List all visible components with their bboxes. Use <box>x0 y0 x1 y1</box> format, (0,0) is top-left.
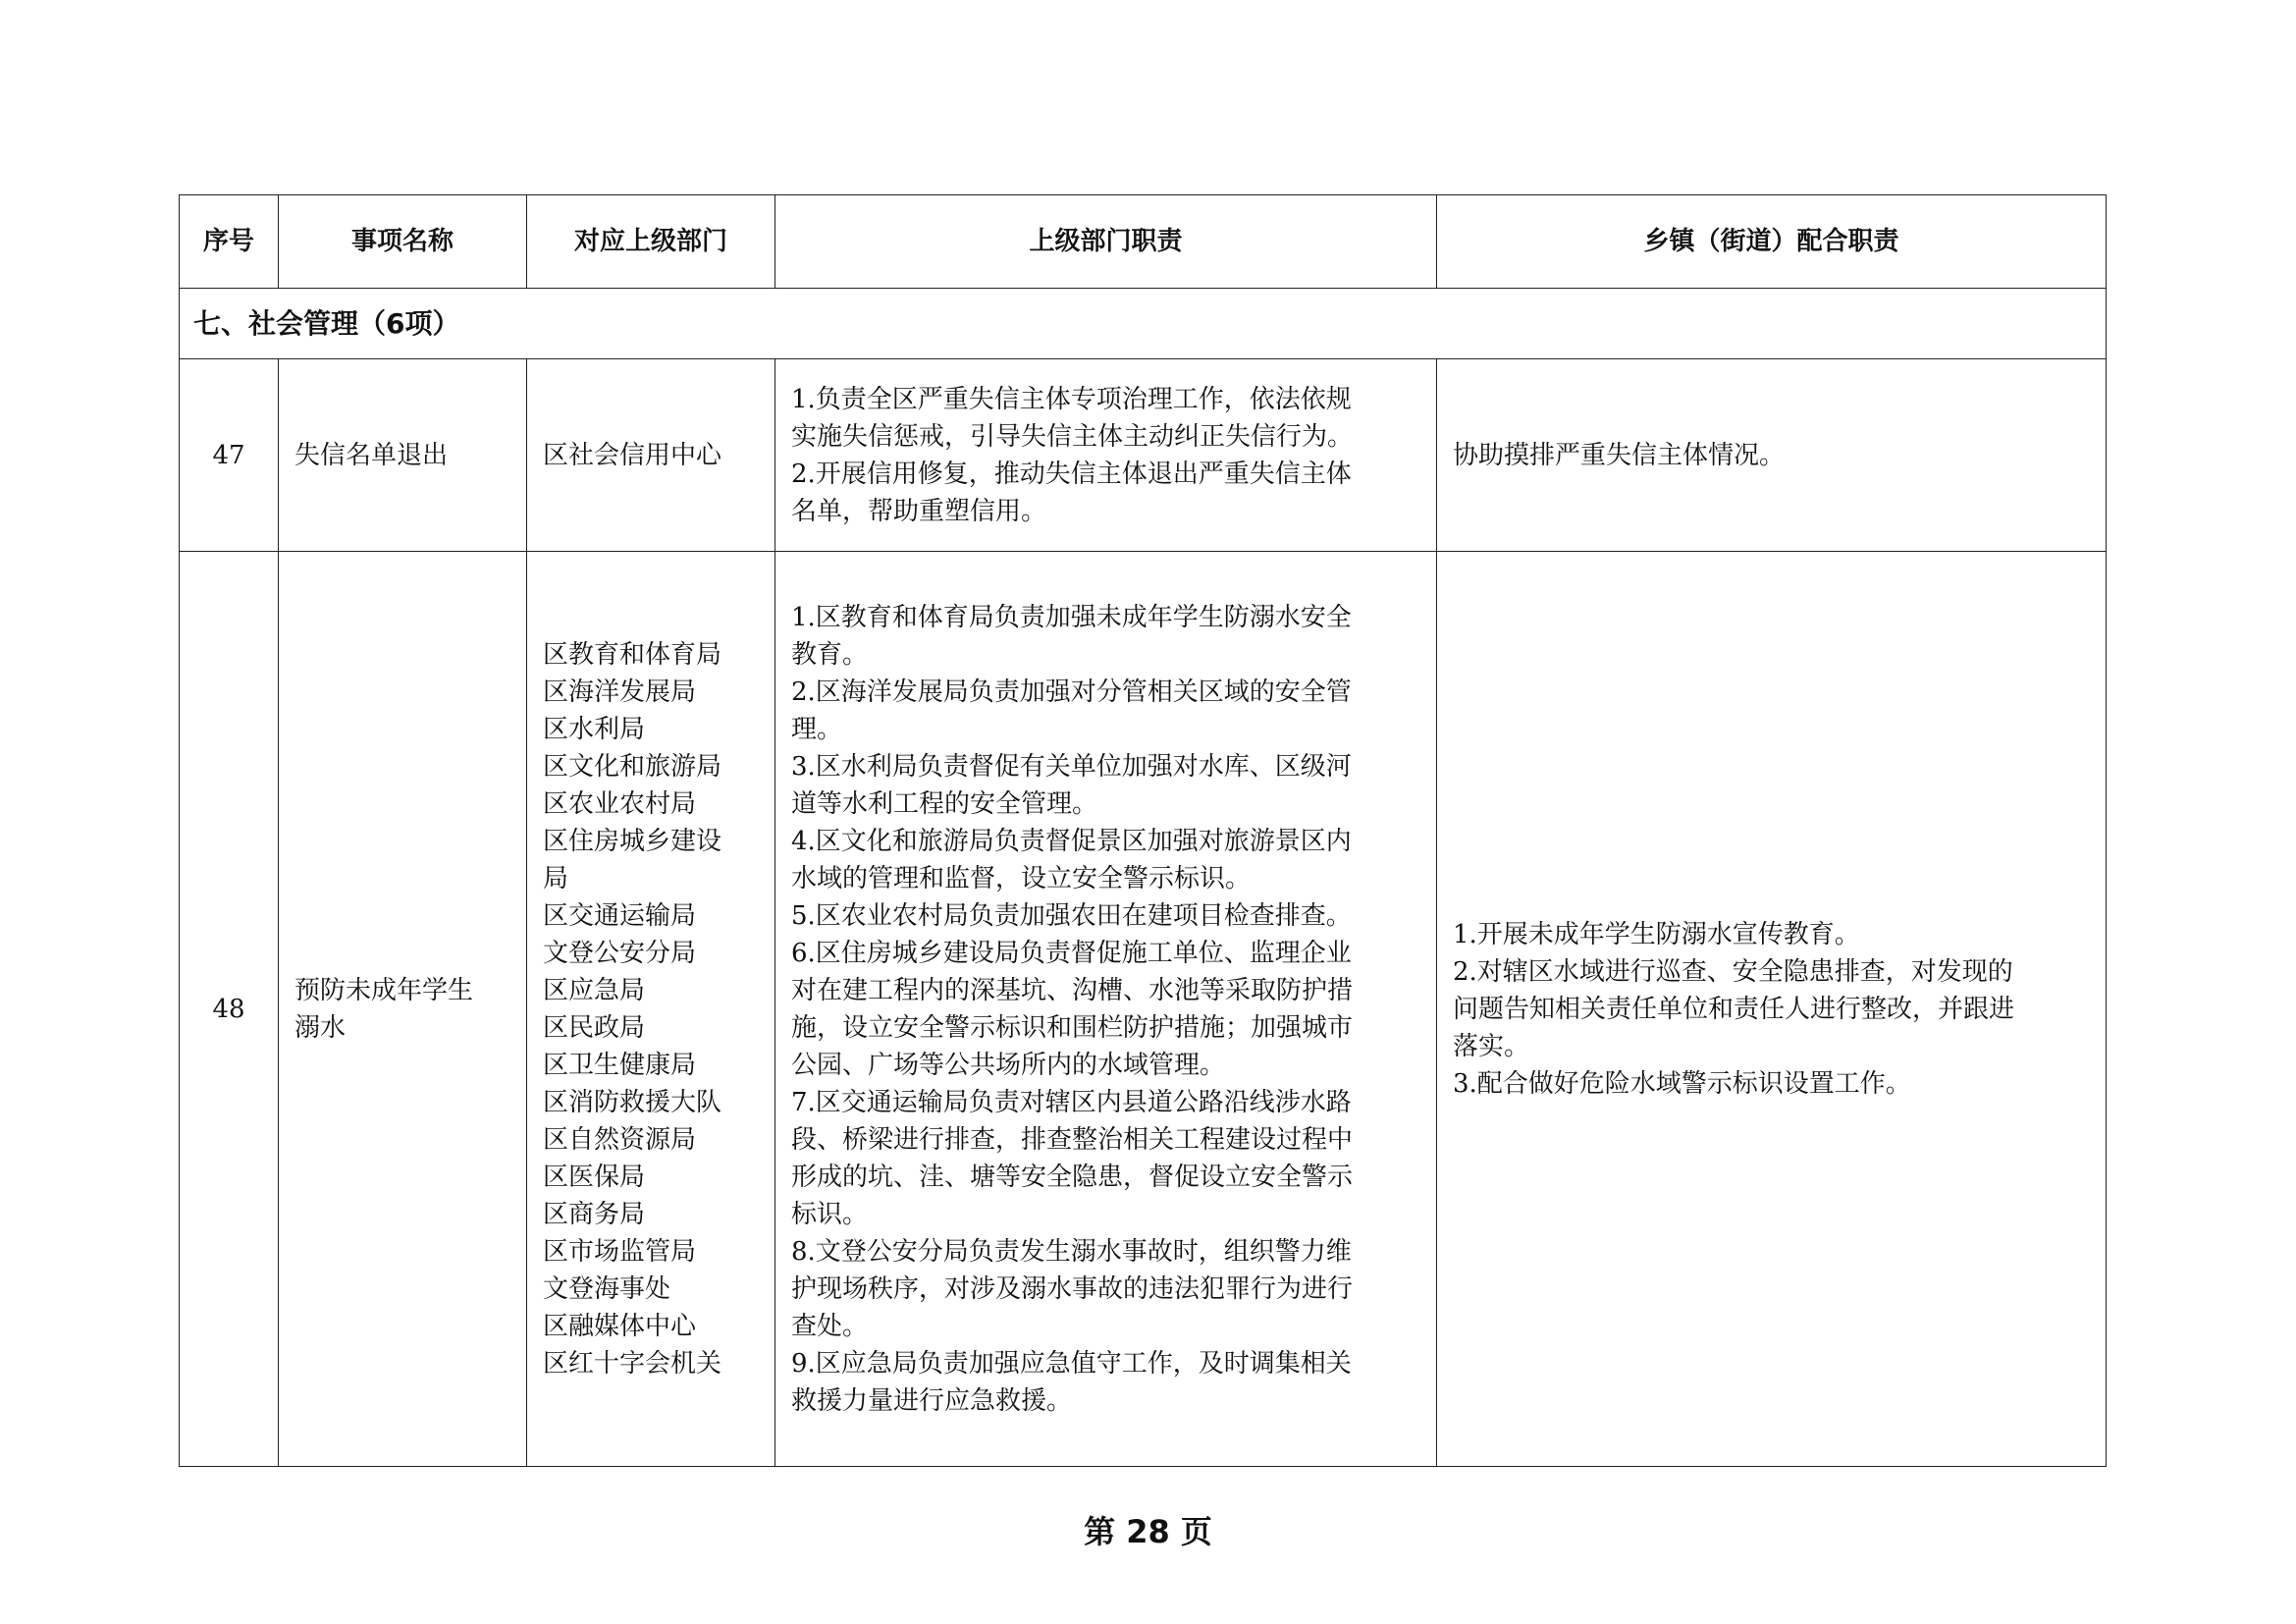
department-duties-cell <box>775 552 1437 1467</box>
cell-text-line: 区住房城乡建设 <box>543 826 722 856</box>
cell-text-line: 溺水 <box>294 1012 347 1043</box>
cell-text-line: 失信名单退出 <box>294 440 449 470</box>
header-item-name: 事项名称 <box>279 195 527 289</box>
cell-text-line: 区农业农村局 <box>543 788 697 819</box>
cell-text-line: 1.负责全区严重失信主体专项治理工作，依法依规 <box>791 384 1352 414</box>
cell-text-line: 区水利局 <box>543 714 646 744</box>
cell-text-line: 道等水利工程的安全管理。 <box>791 788 1098 819</box>
cell-text-line: 区教育和体育局 <box>543 639 722 670</box>
cell-text-line: 8.文登公安分局负责发生溺水事故时，组织警力维 <box>791 1236 1352 1267</box>
table-row <box>180 552 2107 1467</box>
cell-text-line: 水域的管理和监督，设立安全警示标识。 <box>791 863 1252 893</box>
table-row <box>180 359 2107 552</box>
cell-text-line: 区市场监管局 <box>543 1236 697 1267</box>
cell-text-line: 7.区交通运输局负责对辖区内县道公路沿线涉水路 <box>791 1087 1352 1117</box>
cell-text-line: 1.开展未成年学生防溺水宣传教育。 <box>1453 919 1860 949</box>
cell-text-line: 查处。 <box>791 1311 869 1341</box>
cell-text-line: 区医保局 <box>543 1162 646 1192</box>
cell-text-line: 1.区教育和体育局负责加强未成年学生防溺水安全 <box>791 602 1352 632</box>
township-duties-cell <box>1437 552 2107 1467</box>
cell-text-line: 区红十字会机关 <box>543 1348 722 1379</box>
department-cell <box>527 552 775 1467</box>
cell-text-line: 对在建工程内的深基坑、沟槽、水池等采取防护措 <box>791 975 1354 1005</box>
cell-text-line: 6.区住房城乡建设局负责督促施工单位、监理企业 <box>791 938 1352 968</box>
section-title: 七、社会管理（6项） <box>180 289 2107 359</box>
cell-text-line: 区社会信用中心 <box>543 440 722 470</box>
department-cell <box>527 359 775 552</box>
header-department: 对应上级部门 <box>527 195 775 289</box>
cell-text-line: 区商务局 <box>543 1199 646 1229</box>
item-name-cell <box>279 552 527 1467</box>
cell-text-line: 预防未成年学生 <box>294 975 474 1005</box>
cell-text-line: 协助摸排严重失信主体情况。 <box>1453 440 1786 470</box>
cell-text-line: 2.开展信用修复，推动失信主体退出严重失信主体 <box>791 459 1352 489</box>
cell-text-line: 段、桥梁进行排查，排查整治相关工程建设过程中 <box>791 1124 1354 1155</box>
cell-text-line: 区交通运输局 <box>543 900 697 931</box>
cell-text-line: 区自然资源局 <box>543 1124 697 1155</box>
cell-text-line: 实施失信惩戒，引导失信主体主动纠正失信行为。 <box>791 421 1354 452</box>
cell-text-line: 5.区农业农村局负责加强农田在建项目检查排查。 <box>791 900 1352 931</box>
page-number: 第 28 页 <box>1084 1513 1212 1550</box>
cell-text-line: 公园、广场等公共场所内的水域管理。 <box>791 1050 1226 1080</box>
cell-text-line: 3.区水利局负责督促有关单位加强对水库、区级河 <box>791 751 1352 782</box>
cell-text-line: 教育。 <box>791 639 869 670</box>
cell-text-line: 文登公安分局 <box>543 938 697 968</box>
cell-text-line: 区融媒体中心 <box>543 1311 697 1341</box>
cell-text-line: 理。 <box>791 714 843 744</box>
header-department-duties: 上级部门职责 <box>775 195 1437 289</box>
cell-text-line: 局 <box>543 863 569 893</box>
item-name-cell <box>279 359 527 552</box>
header-township-duties: 乡镇（街道）配合职责 <box>1437 195 2107 289</box>
cell-text-line: 区应急局 <box>543 975 646 1005</box>
cell-text-line: 区民政局 <box>543 1012 646 1043</box>
section-row <box>180 289 2107 359</box>
township-duties-cell <box>1437 359 2107 552</box>
header-no: 序号 <box>180 195 279 289</box>
department-duties-cell <box>775 359 1437 552</box>
cell-text-line: 区卫生健康局 <box>543 1050 697 1080</box>
cell-text-line: 名单，帮助重塑信用。 <box>791 496 1047 526</box>
cell-text-line: 护现场秩序，对涉及溺水事故的违法犯罪行为进行 <box>791 1273 1354 1304</box>
table-header-row <box>180 195 2107 289</box>
cell-text-line: 2.对辖区水域进行巡查、安全隐患排查，对发现的 <box>1453 956 2013 987</box>
cell-text-line: 4.区文化和旅游局负责督促景区加强对旅游景区内 <box>791 826 1352 856</box>
cell-text-line: 区文化和旅游局 <box>543 751 722 782</box>
row-number: 48 <box>180 552 279 1467</box>
cell-text-line: 区海洋发展局 <box>543 677 697 707</box>
cell-text-line: 施，设立安全警示标识和围栏防护措施；加强城市 <box>791 1012 1354 1043</box>
cell-text-line: 救援力量进行应急救援。 <box>791 1385 1073 1416</box>
cell-text-line: 标识。 <box>791 1199 869 1229</box>
cell-text-line: 落实。 <box>1453 1031 1530 1061</box>
responsibility-table <box>179 194 2107 1467</box>
row-number: 47 <box>180 359 279 552</box>
cell-text-line: 9.区应急局负责加强应急值守工作，及时调集相关 <box>791 1348 1352 1379</box>
cell-text-line: 2.区海洋发展局负责加强对分管相关区域的安全管 <box>791 677 1352 707</box>
cell-text-line: 3.配合做好危险水域警示标识设置工作。 <box>1453 1068 1911 1099</box>
cell-text-line: 文登海事处 <box>543 1273 671 1304</box>
cell-text-line: 形成的坑、洼、塘等安全隐患，督促设立安全警示 <box>791 1162 1354 1192</box>
cell-text-line: 问题告知相关责任单位和责任人进行整改，并跟进 <box>1453 994 2015 1024</box>
cell-text-line: 区消防救援大队 <box>543 1087 722 1117</box>
